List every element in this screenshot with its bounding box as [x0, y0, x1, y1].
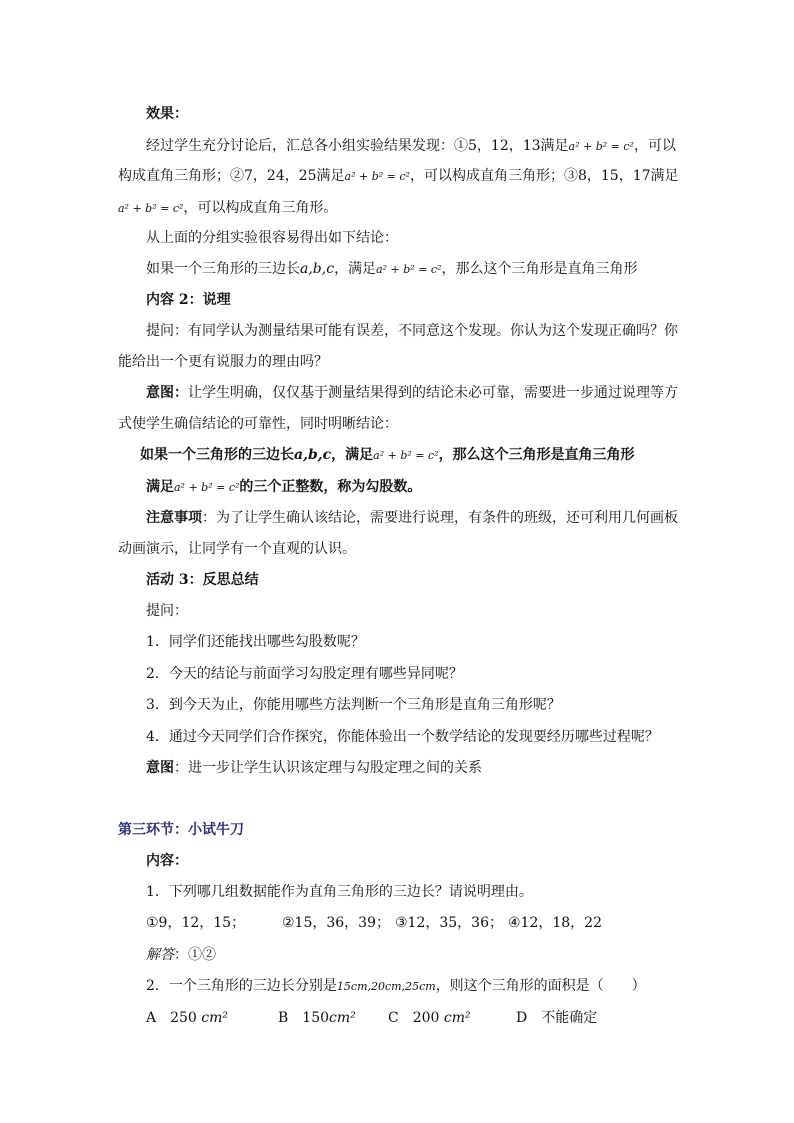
effect-label: 效果：	[146, 106, 188, 122]
paragraph-intent-3: 意图：进一步让学生认识该定理与勾股定理之间的关系	[146, 760, 482, 776]
paragraph-question-1: 提问：有同学认为测量结果可能有误差，不同意这个发现。你认为这个发现正确吗？你	[146, 323, 678, 339]
section-3-heading: 第三环节：小试牛刀	[118, 822, 244, 838]
exercise-1-option-3: ③12，35，36；	[395, 915, 503, 931]
answer: 解答：①②	[146, 947, 216, 963]
paragraph-results-3: a² + b² = c²，可以构成直角三角形。	[118, 200, 338, 216]
paragraph-conclusion: 如果一个三角形的三边长a,b,c，满足a² + b² = c²，那么这个三角形是直角三角形	[146, 261, 638, 277]
pythagorean-triple-definition: 满足a² + b² = c²的三个正整数，称为勾股数。	[146, 479, 422, 495]
exercise-2-option-b: B 150cm²	[278, 1010, 356, 1026]
equation: a² + b² = c²	[373, 449, 439, 462]
equation: a² + b² = c²	[118, 202, 184, 215]
paragraph-notes-2: 动画演示，让同学有一个直观的认识。	[118, 541, 356, 557]
exercise-2-option-d: D 不能确定	[516, 1010, 598, 1026]
exercise-2-sides: 15cm,20cm,25cm	[336, 980, 436, 993]
paragraph-notes-1: 注意事项：为了让学生确认该结论，需要进行说理，有条件的班级，还可利用几何画板	[146, 510, 678, 526]
list-item: 1．同学们还能找出哪些勾股数呢？	[146, 634, 365, 650]
exercise-1-option-1: ①9，12，15；	[146, 915, 246, 931]
exercise-1: 1．下列哪几组数据能作为直角三角形的三边长？请说明理由。	[146, 884, 533, 900]
paragraph-intent-1: 意图：让学生明确，仅仅基于测量结果得到的结论未必可靠，需要进一步通过说理等方	[146, 385, 678, 401]
equation: a² + b² = c²	[376, 263, 442, 276]
activity-3-heading: 活动 3：反思总结	[146, 572, 259, 588]
exercise-2-option-c: C 200 cm²	[388, 1010, 471, 1026]
list-item: 3．到今天为止，你能用哪些方法判断一个三角形是直角三角形呢？	[146, 697, 561, 713]
question-label: 提问：	[146, 603, 188, 619]
paragraph-intent-2: 式使学生确信结论的可靠性，同时明晰结论：	[118, 416, 398, 432]
paragraph-results-1: 经过学生充分讨论后，汇总各小组实验结果发现：①5，12，13满足a² + b² = c²，可以	[146, 138, 676, 154]
paragraph-question-2: 能给出一个更有说服力的理由吗？	[118, 354, 328, 370]
equation: a² + b² = c²	[568, 140, 634, 153]
paragraph-conclusion-intro: 从上面的分组实验很容易得出如下结论：	[146, 230, 398, 246]
exercise-1-option-4: ④12，18，22	[508, 915, 602, 931]
equation: a² + b² = c²	[344, 170, 410, 183]
content-2-heading: 内容 2：说理	[146, 292, 231, 308]
exercise-2: 2．一个三角形的三边长分别是15cm,20cm,25cm，则这个三角形的面积是（ ）	[146, 978, 646, 994]
exercise-2-option-a: A 250 cm²	[146, 1010, 229, 1026]
list-item: 2．今天的结论与前面学习勾股定理有哪些异同呢？	[146, 666, 463, 682]
paragraph-results-2: 构成直角三角形；②7，24，25满足a² + b² = c²，可以构成直角三角形；③8，15，17满足	[118, 168, 679, 184]
exercise-1-option-2: ②15，36，39；	[282, 915, 390, 931]
equation: a² + b² = c²	[174, 481, 240, 494]
content-label: 内容：	[146, 853, 188, 869]
sides-abc: a,b,c	[294, 447, 332, 463]
list-item: 4．通过今天同学们合作探究，你能体验出一个数学结论的发现要经历哪些过程呢？	[146, 729, 659, 745]
sides-abc: a,b,c	[300, 261, 335, 277]
theorem-statement: 如果一个三角形的三边长a,b,c，满足a² + b² = c²，那么这个三角形是直角三角形	[140, 447, 635, 463]
